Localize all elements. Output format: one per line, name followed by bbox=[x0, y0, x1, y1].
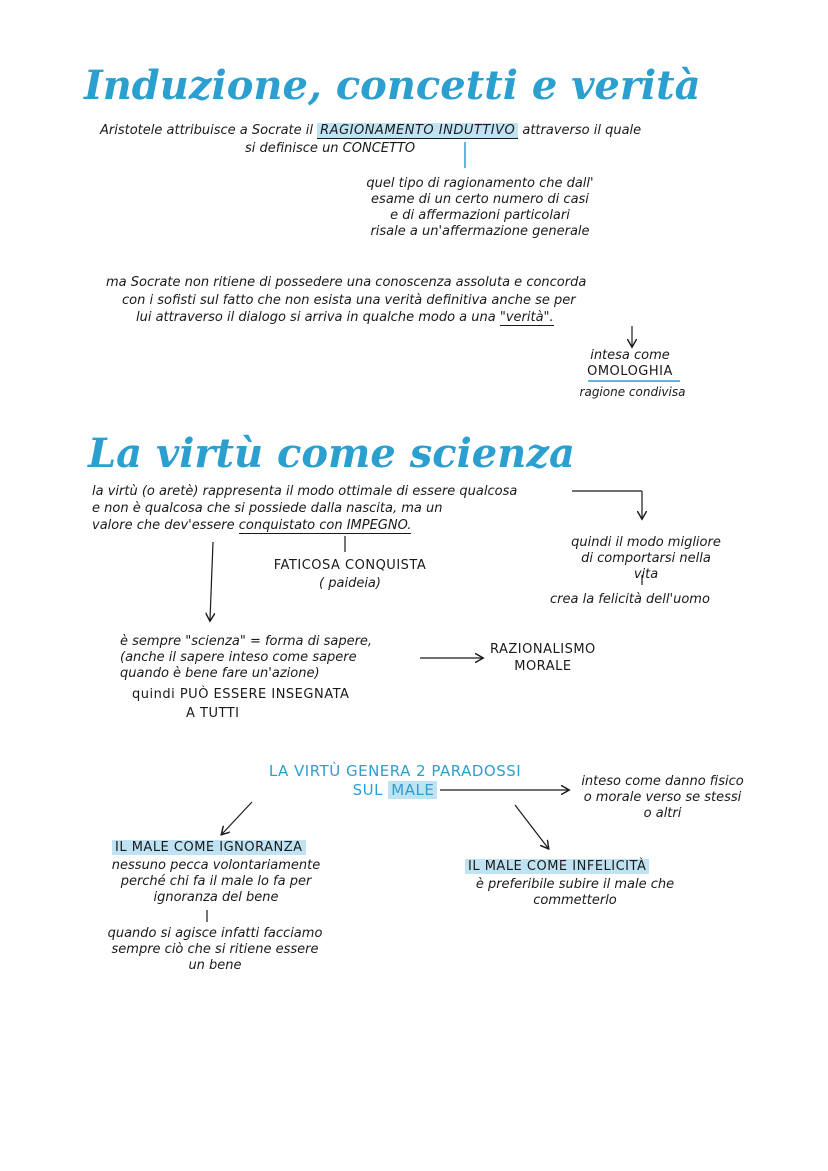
puo-essere-insegnata: quindi PUÒ ESSERE INSEGNATA bbox=[132, 687, 350, 702]
virtu-line-2: e non è qualcosa che si possiede dalla nascita, ma un bbox=[92, 501, 443, 516]
virtu-line-1: la virtù (o aretè) rappresenta il modo ottimale di essere qualcosa bbox=[92, 484, 518, 499]
intro-post: attraverso il quale bbox=[522, 123, 642, 138]
impegno-underlined: conquistato con IMPEGNO. bbox=[238, 518, 412, 533]
razionalismo-morale: RAZIONALISMO MORALE bbox=[490, 642, 596, 674]
omologia-label: OMOLOGHIA bbox=[587, 364, 673, 379]
male-ignoranza-text: nessuno pecca volontariamente perché chi fa il male lo fa per ignoranza del bene bbox=[111, 858, 321, 905]
virtu-line-3 bbox=[92, 518, 411, 534]
intro-line-2: si definisce un CONCETTO bbox=[245, 141, 416, 156]
male-ignoranza-text-2: quando si agisce infatti facciamo sempre ciò che si ritiene essere un bene bbox=[107, 926, 323, 973]
para-line-3-text: lui attraverso il dialogo si arriva in qualche modo a una bbox=[136, 310, 496, 325]
section-2-title: La virtù come scienza bbox=[88, 430, 575, 477]
socrate-paragraph-line-1: ma Socrate non ritiene di possedere una conoscenza assoluta e concorda bbox=[106, 275, 587, 290]
intesa-come: intesa come bbox=[590, 348, 670, 363]
arrow-paradossi-to-infelicita bbox=[515, 805, 548, 848]
arrow-virtu-to-scienza bbox=[210, 542, 213, 620]
virtu-line-3-pre: valore che dev'essere bbox=[92, 518, 235, 533]
sempre-scienza: è sempre "scienza" = forma di sapere, (anche il sapere inteso come sapere quando è bene fare un'azione) bbox=[120, 634, 373, 681]
male-come-ignoranza-title: IL MALE COME IGNORANZA bbox=[112, 840, 306, 855]
inteso-come-danno: inteso come danno fisico o morale verso se stessi o altri bbox=[581, 774, 744, 821]
arrow-paradossi-to-ignoranza bbox=[222, 802, 252, 834]
intro-pre: Aristotele attribuisce a Socrate il bbox=[100, 123, 313, 138]
heading-2-male: MALE bbox=[388, 781, 437, 799]
paideia: ( paideia) bbox=[319, 576, 381, 591]
a-tutti: A TUTTI bbox=[186, 706, 240, 721]
faticosa-conquista: FATICOSA CONQUISTA bbox=[273, 558, 427, 573]
socrate-paragraph-line-3 bbox=[136, 310, 554, 326]
quindi-modo-migliore: quindi il modo migliore di comportarsi nella vita bbox=[571, 535, 721, 582]
heading-2-pre: SUL bbox=[352, 781, 384, 799]
verita-word: "verità". bbox=[499, 310, 554, 325]
section-1-title: Induzione, concetti e verità bbox=[84, 62, 701, 109]
induction-definition: quel tipo di ragionamento che dall' esame di un certo numero di casi e di affermazioni particolari risale a un'affermazione generale bbox=[366, 176, 594, 239]
paradossi-heading-line-2 bbox=[235, 781, 555, 799]
ragione-condivisa: ragione condivisa bbox=[579, 385, 686, 399]
crea-felicita: crea la felicità dell'uomo bbox=[550, 592, 710, 607]
male-infelicita-text: è preferibile subire il male che commetterlo bbox=[475, 877, 675, 908]
intro-keyword: RAGIONAMENTO INDUTTIVO bbox=[317, 123, 518, 139]
socrate-paragraph-line-2: con i sofisti sul fatto che non esista una verità definitiva anche se per bbox=[122, 293, 576, 308]
male-come-infelicita-title: IL MALE COME INFELICITÀ bbox=[465, 859, 649, 874]
intro-line-1 bbox=[100, 123, 641, 139]
paradossi-heading-line-1: LA VIRTÙ GENERA 2 PARADOSSI bbox=[268, 762, 522, 780]
